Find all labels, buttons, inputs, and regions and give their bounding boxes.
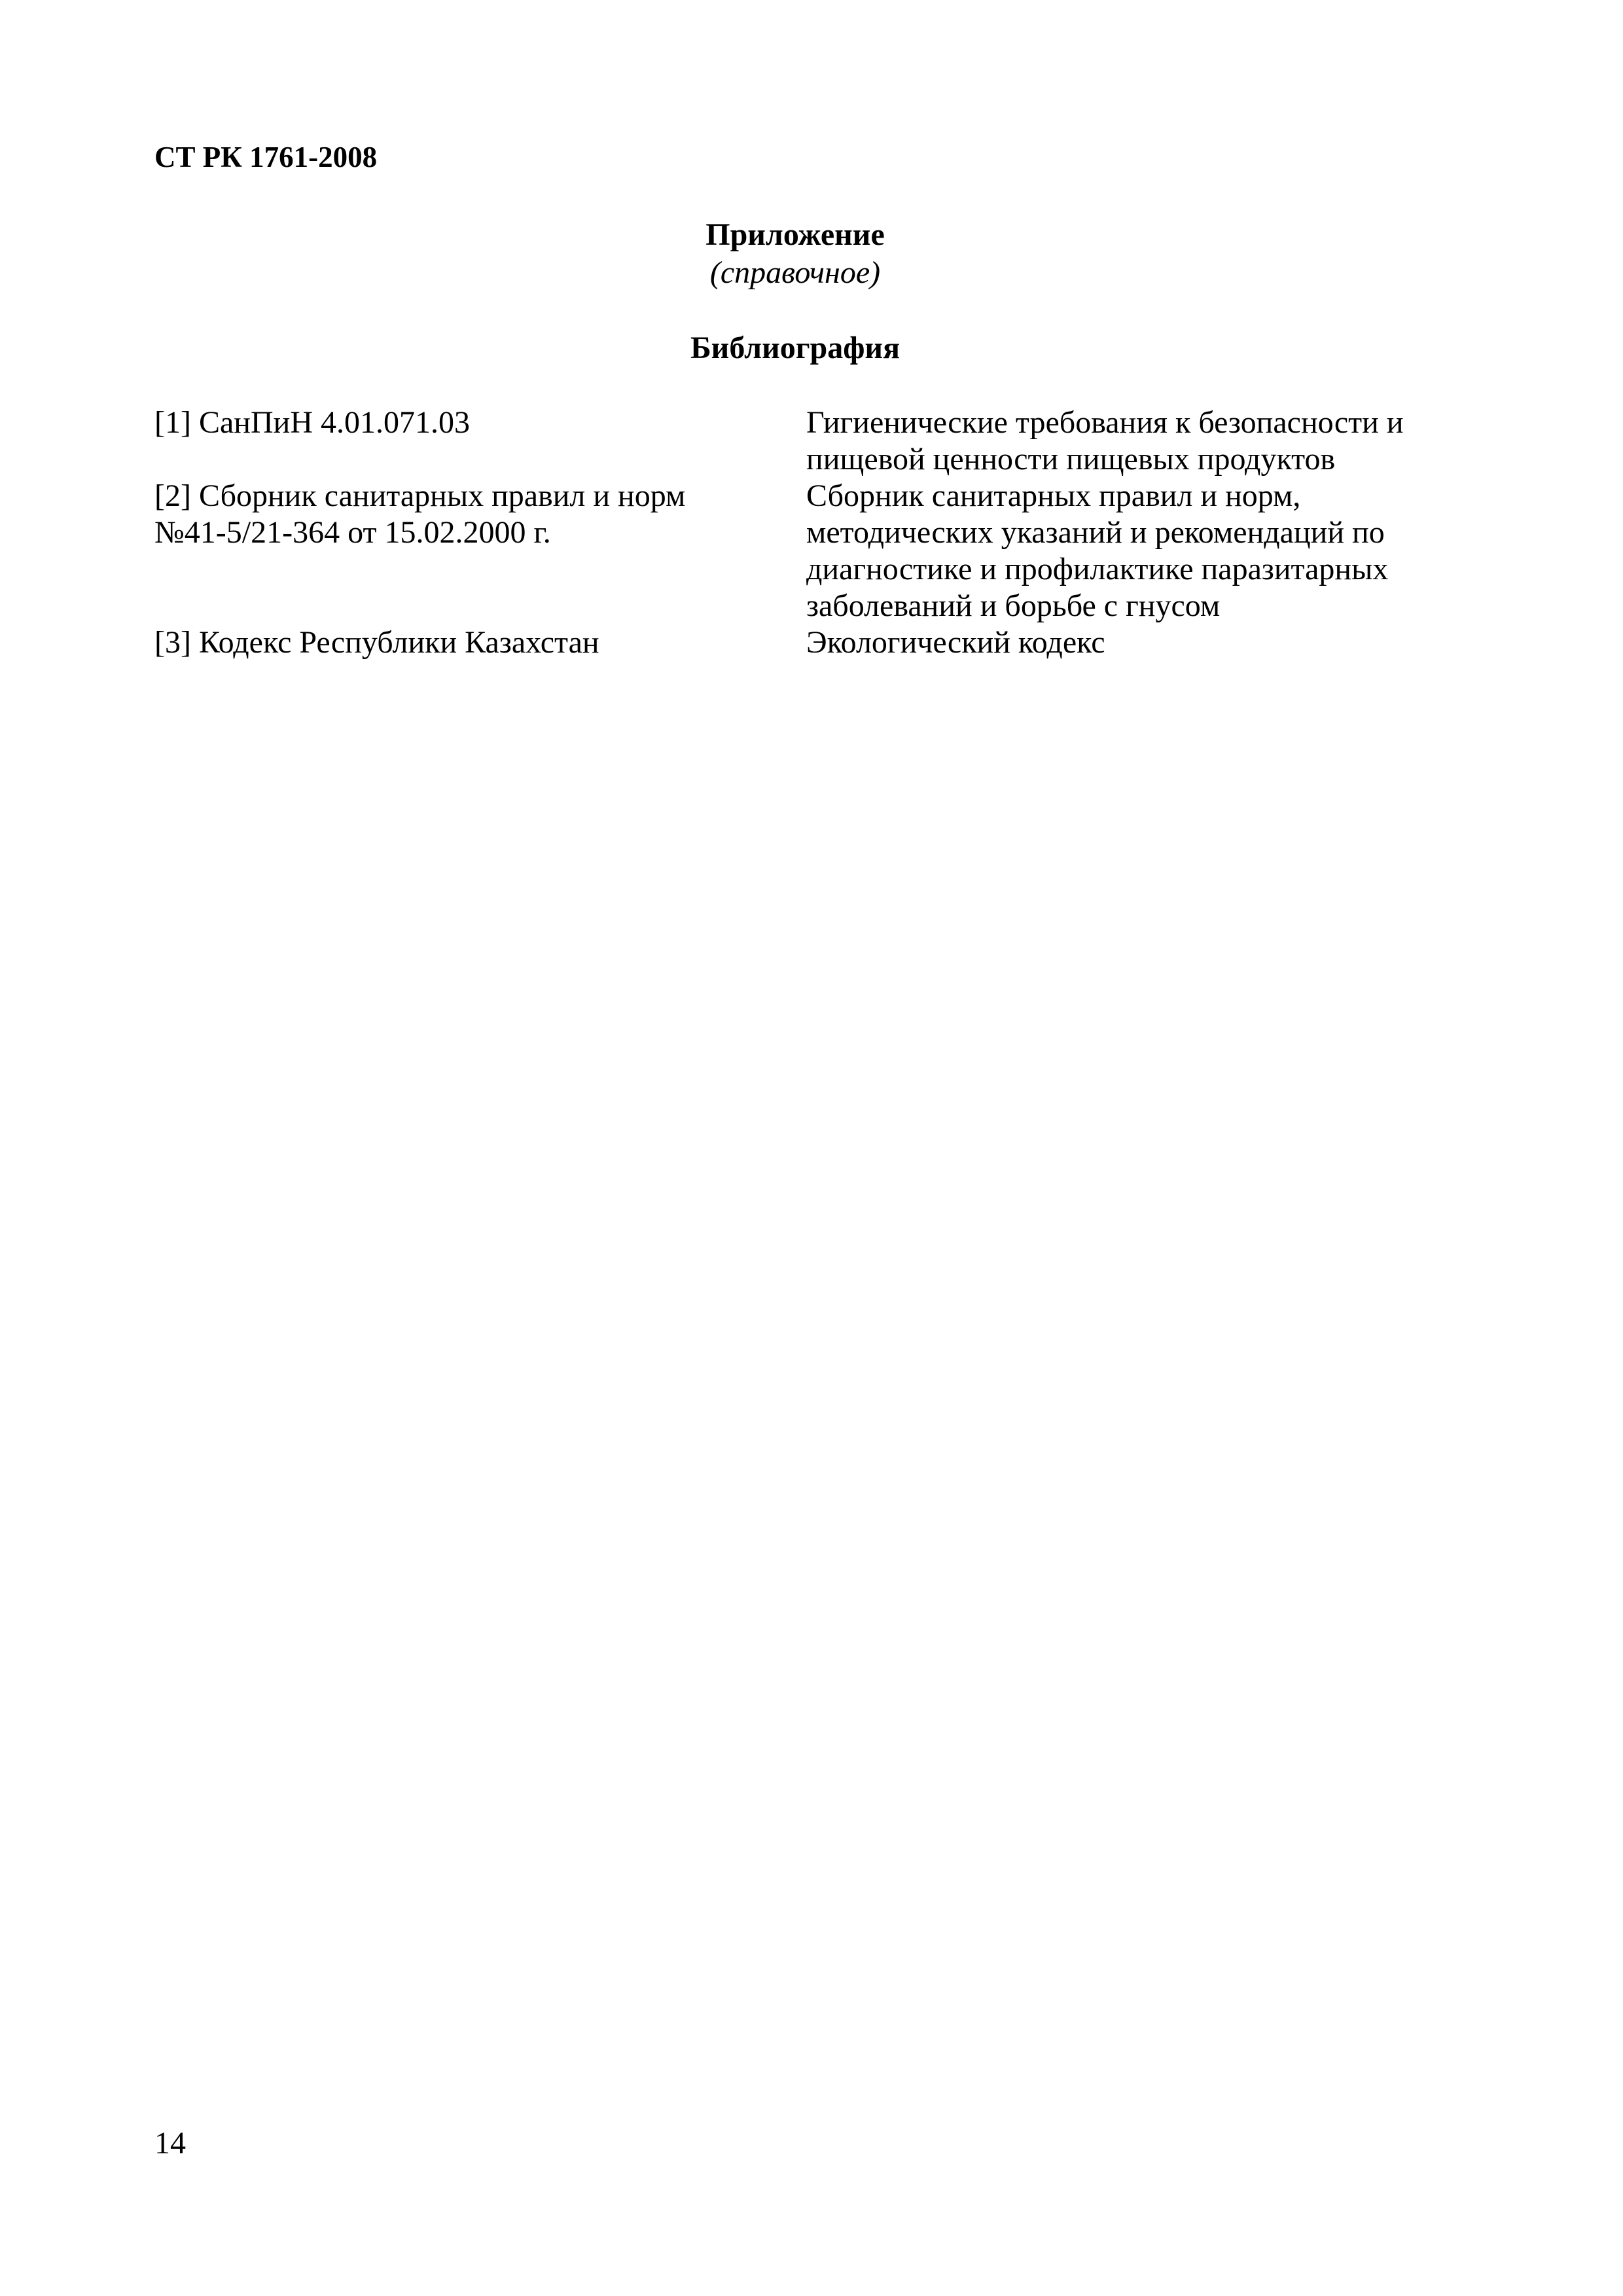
entry-3-source-line-1: [3] Кодекс Республики Казахстан [154, 625, 599, 660]
entry-2-description-line-3: диагностике и профилактике паразитарных [806, 552, 1389, 586]
entry-1-description [806, 404, 1461, 478]
entry-2-source-line-2: №41-5/21-364 от 15.02.2000 г. [154, 515, 551, 550]
page-number: 14 [154, 2126, 186, 2161]
entry-3-source [154, 624, 806, 661]
entry-2-source-line-1: [2] Сборник санитарных правил и норм [154, 478, 686, 513]
bibliography-entry-2 [154, 478, 1463, 624]
appendix-heading [0, 216, 1623, 292]
entry-2-description-line-1: Сборник санитарных правил и норм, [806, 478, 1301, 513]
appendix-title: Приложение [705, 217, 885, 252]
bibliography-list [154, 404, 1463, 661]
entry-1-description-line-2: пищевой ценности пищевых продуктов [806, 442, 1336, 476]
entry-1-source [154, 404, 806, 441]
entry-3-description-line-1: Экологический кодекс [806, 625, 1105, 660]
bibliography-entry-1 [154, 404, 1463, 478]
entry-2-source [154, 478, 806, 551]
entry-3-description [806, 624, 1461, 661]
entry-2-description [806, 478, 1461, 624]
appendix-subtitle: (справочное) [709, 255, 881, 290]
entry-2-description-line-4: заболеваний и борьбе с гнусом [806, 588, 1221, 623]
bibliography-entry-3 [154, 624, 1463, 661]
bibliography-title: Библиография [690, 331, 901, 365]
entry-1-description-line-1: Гигиенические требования к безопасности и [806, 405, 1404, 440]
entry-1-source-line-1: [1] СанПиН 4.01.071.03 [154, 405, 470, 440]
entry-2-description-line-2: методических указаний и рекомендаций по [806, 515, 1385, 550]
document-code-header: СТ РК 1761-2008 [154, 141, 378, 173]
